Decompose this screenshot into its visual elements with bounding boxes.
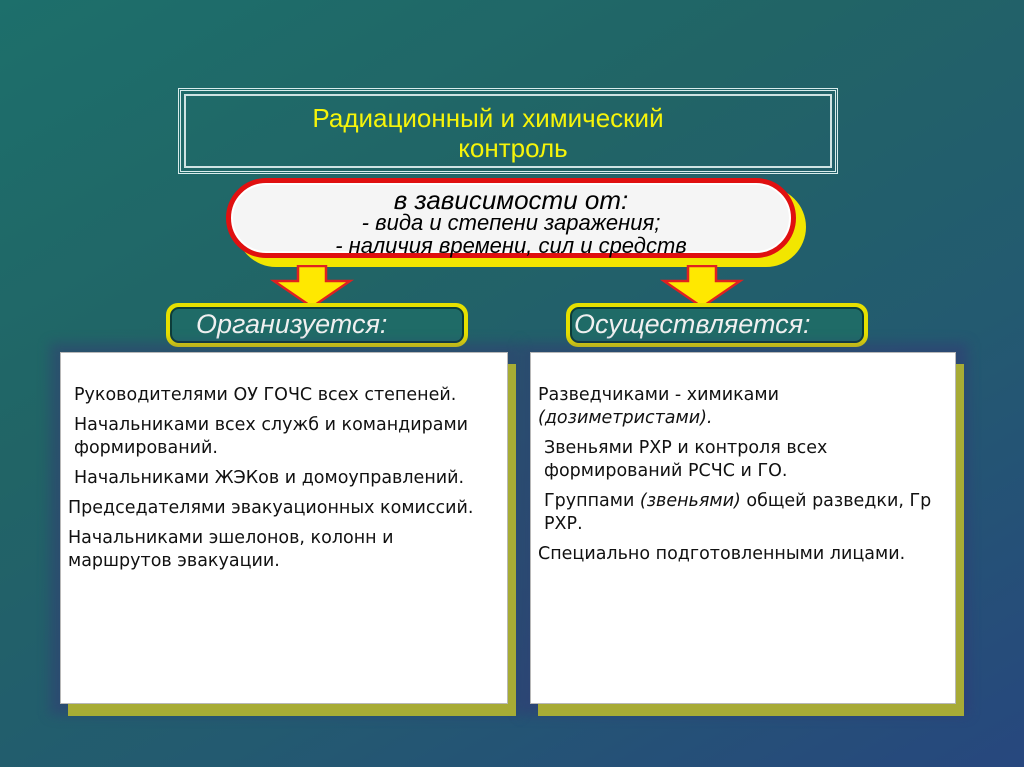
list-item-text: Звеньями РХР и контроля всех формирований РСЧС и ГО. bbox=[544, 438, 828, 481]
title-line-1: Радиационный и химический bbox=[312, 103, 664, 133]
list-item-italic: (звеньями) bbox=[639, 491, 741, 511]
list-item-text: Специально подготовленными лицами. bbox=[538, 544, 906, 564]
list-item bbox=[538, 543, 948, 566]
list-item: Начальниками всех служб и командирами формирований. bbox=[74, 415, 469, 458]
list-item-text: Разведчиками - химиками bbox=[538, 385, 779, 405]
list-item bbox=[538, 490, 948, 536]
label-organized-text: Организуется: bbox=[170, 307, 464, 343]
dependency-line-2: - наличия времени, сил и средств bbox=[335, 233, 687, 258]
label-organized bbox=[166, 303, 468, 347]
title-box bbox=[178, 88, 838, 174]
list-item bbox=[538, 437, 948, 483]
list-item: Руководителями ОУ ГОЧС всех степеней. bbox=[74, 385, 457, 405]
list-item-text-tail: общей разведки, Гр РХР. bbox=[544, 491, 932, 534]
organizers-list bbox=[68, 384, 488, 580]
list-item: Председателями эвакуационных комиссий. bbox=[68, 498, 474, 518]
list-item-text: Группами bbox=[544, 491, 635, 511]
list-item-italic: (дозиметристами). bbox=[538, 408, 713, 428]
dependency-pill bbox=[226, 178, 796, 258]
dependency-line-1: - вида и степени заражения; bbox=[361, 210, 661, 235]
list-item: Начальниками ЖЭКов и домоуправлений. bbox=[74, 468, 465, 488]
performers-list bbox=[538, 384, 948, 573]
list-item: Начальниками эшелонов, колонн и маршрутов эвакуации. bbox=[68, 528, 394, 571]
title-line-2: контроль bbox=[458, 133, 568, 163]
label-performed bbox=[566, 303, 868, 347]
label-performed-text: Осуществляется: bbox=[570, 307, 864, 343]
dependency-heading: в зависимости от: bbox=[393, 185, 629, 215]
diagram-title bbox=[181, 103, 835, 163]
list-item bbox=[538, 384, 948, 430]
